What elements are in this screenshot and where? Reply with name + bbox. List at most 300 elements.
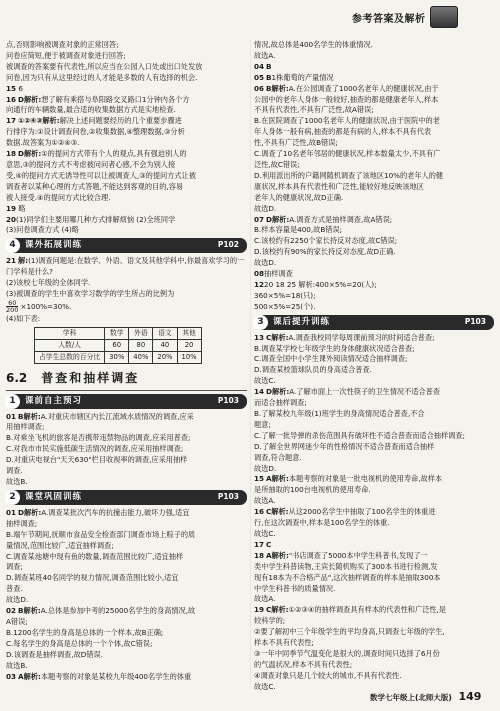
answer-line: [254, 51, 494, 62]
badge-number: 1: [5, 394, 20, 409]
answer-choice: B: [18, 606, 24, 616]
answer-line: [254, 333, 494, 344]
line-text: (3)被调查的学生中喜欢学习数学的学生所占的比例为: [6, 289, 175, 299]
analysis-label: 解析:: [271, 387, 290, 397]
page-number: 149: [458, 690, 482, 703]
answer-line: [254, 573, 494, 584]
answer-choice: C: [266, 539, 272, 549]
answer-line: [6, 541, 247, 552]
answer-line: [6, 278, 247, 289]
line-text: 故选C.: [254, 681, 276, 691]
answer-line: [6, 617, 247, 628]
answer-choice: B: [18, 411, 24, 421]
answer-line: [254, 73, 494, 84]
line-text: 向通行的车辆数量,最合适的收集数据方式是实地检查.: [6, 105, 176, 115]
analysis-label: 解析:: [23, 411, 41, 421]
table-cell: 30%: [105, 351, 129, 363]
answer-line: [254, 215, 494, 226]
answer-line: [6, 444, 247, 455]
answer-choice: B: [266, 72, 272, 82]
answer-line: [254, 594, 494, 605]
analysis-label: 解析:: [271, 474, 289, 484]
answer-line: [254, 280, 494, 291]
badge-title: 课外拓展训练: [25, 240, 83, 251]
answer-line: [254, 398, 494, 409]
question-number: 20: [6, 214, 17, 224]
line-text: 用抽样调查;: [6, 422, 45, 432]
answer-line: [254, 127, 494, 138]
badge-page-ref: P103: [464, 316, 486, 326]
line-text: 情况,故总体是400名学生的体重情况.: [254, 40, 373, 49]
answer-line: [254, 204, 494, 215]
line-text: 量情况,范围比较广,适宜抽样调查;: [6, 540, 114, 550]
question-number: 16: [6, 94, 17, 104]
answer-line: [6, 204, 247, 215]
analysis-label: 解析:: [23, 507, 42, 517]
line-text: 故选D.: [6, 595, 29, 605]
answer-line: [254, 551, 494, 562]
answer-line: [254, 562, 494, 573]
line-text: ②要了解初中三个年级学生的平均身高,只调查七年级的学生,: [254, 627, 445, 637]
line-text: 调查.: [6, 466, 23, 476]
analysis-label: 解析:: [271, 83, 289, 93]
line-text: ③一年中同季节气温变化是很大的,调查时间只选择了6月份: [254, 648, 440, 658]
answer-line: [254, 354, 494, 365]
analysis-label: 解析:: [271, 550, 289, 560]
answer-line: [254, 496, 494, 507]
line-text: ④调查对象只是几个较大的城市,不具有代表性.: [254, 670, 402, 680]
answer-choice: D: [18, 94, 24, 104]
answer-choice: B: [266, 83, 272, 93]
line-text: 较科学的;: [254, 616, 286, 626]
line-text: 中学生科普书的质量情况.: [254, 583, 336, 593]
line-text: C.该校约有2250个家长持反对态度,故C错误;: [254, 236, 398, 246]
answer-choice: A: [18, 671, 24, 681]
answer-line: [6, 595, 247, 606]
analysis-label: 解析:: [23, 149, 42, 159]
header-title: 参考答案及解析: [352, 13, 426, 25]
answer-line: [6, 672, 247, 683]
line-text: 抽样调查;: [6, 518, 38, 528]
table-cell: 40%: [129, 351, 153, 363]
line-text: ×100%=30%.: [20, 301, 72, 311]
answer-choice: B: [266, 61, 272, 71]
table-header-cell: 其他: [177, 327, 201, 339]
answer-line: [254, 485, 494, 496]
answer-line: [6, 149, 247, 160]
answer-line: [254, 84, 494, 95]
answer-line: [254, 474, 494, 485]
analysis-label: 解析:: [271, 507, 289, 517]
answer-line: [254, 616, 494, 627]
answer-line: [6, 182, 247, 193]
question-number: 01: [6, 411, 17, 421]
question-number: 12: [254, 279, 265, 289]
section-name: 普查和抽样调查: [41, 371, 140, 386]
answer-line: [254, 660, 494, 671]
analysis-label: 解析:: [23, 94, 42, 104]
answer-line: [254, 540, 494, 551]
answer-choice: C: [266, 605, 272, 615]
answer-line: [254, 269, 494, 280]
line-text: D.对重庆电视台"天天630"栏目收视率的调查,应采用抽样: [6, 455, 188, 465]
answer-line: [254, 182, 494, 193]
line-text: A错误;: [6, 616, 28, 626]
answer-line: [254, 291, 494, 302]
line-text: A.调查我校同学每周课前预习的时间适合普查;: [288, 332, 435, 342]
line-text: 故选D.: [254, 258, 277, 268]
line-text: 受,④的提问方式无诱导性可以让被调查人,③的提问方式让被: [6, 170, 196, 180]
line-text: 本题考察的对象是一批电视机的使用寿命,故样本: [288, 474, 443, 484]
badge-title: 课堂巩固训练: [25, 491, 83, 502]
line-text: 抽样调查: [264, 269, 293, 279]
line-text: 故选A.: [254, 594, 276, 604]
line-text: 故选D.: [254, 203, 277, 213]
badge-number: 3: [253, 315, 268, 330]
line-text: D.该调查是抽样调查,故D错误.: [6, 649, 103, 659]
line-text: B.1200名学生的身高是总体的一个样本,故B正确;: [6, 627, 164, 637]
answer-line: [254, 105, 494, 116]
line-text: A.总体是参加中考的25000名学生的身高情况,故: [40, 606, 196, 616]
question-number: 17: [6, 116, 17, 126]
answer-line: [254, 365, 494, 376]
line-text: C.调查某池塘中现有鱼的数量,调查范围比较广,适宜抽样: [6, 551, 184, 561]
line-text: 调查;: [6, 562, 23, 572]
line-text: B.样本容量是400,故B错误;: [254, 225, 343, 235]
line-text: (3)问卷调查方式 (4)略: [6, 225, 79, 235]
line-text: 故选A.: [254, 496, 276, 506]
question-number: 19: [254, 605, 265, 615]
line-text: 类中学生科普读物,王宾长随机购买了300本书进行检测,发: [254, 561, 438, 571]
question-number: 17: [254, 539, 265, 549]
table-cell: 10%: [177, 351, 201, 363]
answer-line: [254, 627, 494, 638]
line-text: C.调查全国中小学生课外阅读情况适合抽样调查;: [254, 354, 408, 364]
line-text: 行排序为:①设计调查问卷,②收集数据,④整理数据,③分析: [6, 127, 185, 137]
line-text: 而适合抽样调查;: [254, 398, 307, 408]
answer-line: [254, 605, 494, 616]
line-text: 故选D.: [254, 463, 277, 473]
line-text: D.调查某班40名同学的视力情况,调查范围比较小,适宜: [6, 573, 179, 583]
line-text: 6: [18, 83, 23, 93]
line-text: 是所抽取的100台电视机的使用寿命.: [254, 485, 371, 495]
section-badge: [254, 315, 494, 330]
statistics-table: [34, 327, 202, 364]
analysis-label: 解析:: [23, 671, 41, 681]
line-text: 不具有代表性,不具有广泛性,故A错误;: [254, 105, 374, 115]
answer-line: [6, 314, 247, 325]
footer-book-title: 数学七年级上(北师大版): [370, 693, 452, 702]
line-text: 现有18本为不合格产品",这次抽样调查的样本是抽取300本: [254, 572, 441, 582]
badge-page-ref: P102: [217, 240, 239, 250]
line-text: 题意;: [254, 419, 271, 429]
answer-line: [6, 225, 247, 236]
line-text: D.该校约有90%的家长持反对态度,故D正确.: [254, 247, 396, 257]
line-text: 从这2000名学生中抽取了100名学生的体重进: [288, 507, 436, 517]
line-text: 想了解有乘搭与阜阳路交叉路口1分钟内各个方: [41, 94, 190, 104]
answer-line: [254, 464, 494, 475]
answer-line: [6, 628, 247, 639]
table-cell: 占学生总数的百分比: [35, 351, 105, 363]
answer-line: [254, 62, 494, 73]
question-number: 18: [6, 149, 17, 159]
answer-line: [6, 433, 247, 444]
question-number: 19: [6, 203, 17, 213]
line-text: 年人身体一般有病,抽查的都是有病的人,样本不具有代表: [254, 127, 432, 137]
fraction-line: [6, 300, 247, 314]
line-text: ①②③④的抽样调查具有样本的代表性和广泛性,是: [288, 605, 446, 615]
line-text: 故选A.: [254, 50, 276, 60]
answer-line: [254, 376, 494, 387]
table-row: [35, 351, 202, 363]
answer-line: [254, 225, 494, 236]
section-badge: [6, 238, 247, 253]
line-text: D.调查某校篮球队员的身高适合普查.: [254, 365, 372, 375]
line-text: 调查,符合题意.: [254, 452, 302, 462]
line-text: 公园中的老年人身体一般较好,抽查的都是健康老年人,样本: [254, 94, 439, 104]
analysis-label: 解析:: [23, 606, 41, 616]
answer-line: 问卷,因为只有从这里经过的人才能是多数的人有选择的机会.: [6, 72, 198, 82]
answer-line: [6, 193, 247, 204]
badge-number: 4: [5, 238, 20, 253]
line-text: "书店调查了5000本中学生科普书,发现了一: [288, 550, 428, 560]
question-number: 07: [254, 214, 265, 224]
left-column: [6, 40, 247, 682]
answer-line: [6, 573, 247, 584]
answer-line: [254, 247, 494, 258]
answer-line: [254, 638, 494, 649]
answer-line: [254, 442, 494, 453]
question-number: 14: [254, 387, 265, 397]
line-text: (1)调查问题是:在数学、外语、语文及其他学科中,你最喜欢学习的一: [28, 256, 245, 266]
answer-line: [254, 193, 494, 204]
book-icon: [430, 6, 458, 28]
answer-line: [6, 639, 247, 650]
answer-line: [6, 661, 247, 672]
question-number: 08: [254, 269, 265, 279]
question-number: 15: [6, 83, 17, 93]
answer-line: [6, 650, 247, 661]
answer-line: [254, 160, 494, 171]
table-cell: 60: [105, 339, 129, 351]
line-text: A.在公园调查了1000名老年人的健康状况,由于: [288, 83, 439, 93]
fraction-numerator: 60: [6, 300, 18, 308]
section-badge: [6, 394, 247, 409]
line-text: 样本不具有代表性;: [254, 638, 314, 648]
line-text: 1株葡萄的产量情况: [271, 72, 334, 82]
answer-line: [254, 420, 494, 431]
answer-line: [254, 453, 494, 464]
line-text: A.调查某批次汽车的抗撞击能力,破坏力强,适宜: [41, 507, 190, 517]
table-header-cell: 语文: [153, 327, 177, 339]
question-number: 13: [254, 332, 265, 342]
answer-line: [254, 171, 494, 182]
section-number: 6.2: [6, 371, 28, 386]
line-text: 意思,③的提问方式不考虑被问问者心感,不会为别人接: [6, 159, 176, 169]
line-text: 360×5%=18(只);: [254, 290, 316, 300]
question-number: 05: [254, 72, 265, 82]
question-number: 01: [6, 507, 17, 517]
answer-line: [6, 455, 247, 466]
answer-line: [6, 171, 247, 182]
table-header-cell: 数学: [105, 327, 129, 339]
line-text: (1)同学们主要用哪几种方式排解烦恼 (2)全班同学: [16, 214, 176, 224]
answer-line: [254, 409, 494, 420]
answer-choice: D: [18, 507, 24, 517]
line-text: 被人接受.④的提问方式比较合理.: [6, 192, 111, 202]
answer-line: [6, 508, 247, 519]
question-number: 02: [6, 606, 17, 616]
answer-choice: A: [266, 550, 272, 560]
answer-line: [254, 258, 494, 269]
answer-line: [6, 105, 247, 116]
answer-choice: ①②④③: [18, 116, 43, 126]
line-text: 性,不具有广泛性,故B错误;: [254, 138, 338, 148]
answer-line: [6, 256, 247, 267]
answer-line: [6, 412, 247, 423]
table-cell: 40: [153, 339, 177, 351]
line-text: 故选C.: [254, 376, 276, 386]
answer-choice: D: [266, 387, 272, 397]
answer-line: [6, 584, 247, 595]
answer-line: [254, 138, 494, 149]
question-number: 03: [6, 671, 17, 681]
answer-line: [6, 466, 247, 477]
badge-title: 课前自主预习: [25, 395, 83, 406]
analysis-label: 解析:: [42, 116, 60, 126]
line-text: 解决上述问题要经历的几个重要步骤进: [59, 116, 182, 126]
answer-line: [254, 344, 494, 355]
line-text: 的气温状况,样本不具有代表性;: [254, 659, 353, 669]
line-text: C.每名学生的身高是总体的一个个体,故C错误;: [6, 638, 153, 648]
line-text: A.了解市面上一次性筷子的卫生情况不适合普查: [289, 387, 441, 397]
answer-line: 点,否则影响被调查对象的正常回答;: [6, 40, 119, 49]
line-text: A.调查方式是抽样调查,故A错误;: [289, 214, 393, 224]
line-text: C.调查了10名老年邻居的健康状况,样本数量太少,不具有广: [254, 149, 441, 159]
answer-line: [6, 552, 247, 563]
line-text: 故选B.: [6, 660, 28, 670]
line-text: 普查.: [6, 584, 23, 594]
line-text: 略: [18, 203, 26, 213]
answer-line: [6, 606, 247, 617]
question-number: 15: [254, 474, 265, 484]
answer-line: 被调查的答案要有代表性,所以应当在公园入口处或出口处发放: [6, 61, 203, 71]
answer-line: [254, 236, 494, 247]
line-text: 本题考察的对象是某校九年级400名学生的体重: [40, 671, 192, 681]
answer-line: [6, 422, 247, 433]
answer-line: [6, 95, 247, 106]
answer-choice: A: [266, 474, 272, 484]
answer-line: [254, 302, 494, 313]
answer-line: [6, 562, 247, 573]
line-text: C.对我市市民实施低碳生活情况的调查,应采用抽样调查;: [6, 444, 184, 454]
line-text: 老年人的健康状况,故D正确.: [254, 192, 344, 202]
answer-line: [254, 149, 494, 160]
analysis-label: 解析:: [271, 332, 289, 342]
line-text: D.了解全世界网迷少年的性格情况不适合普查而适合抽样: [254, 441, 435, 451]
answer-line: [6, 215, 247, 226]
table-cell: 人数/人: [35, 339, 105, 351]
line-text: 调查者以某种心理的方式答题,不能达到客观的目的,容易: [6, 181, 184, 191]
table-header-cell: 学科: [35, 327, 105, 339]
page-footer: [370, 690, 481, 703]
answer-line: [254, 116, 494, 127]
table-cell: 20%: [153, 351, 177, 363]
question-number: 06: [254, 83, 265, 93]
answer-line: [254, 387, 494, 398]
question-number: 04: [254, 61, 265, 71]
page-header: [352, 3, 495, 31]
question-number: 16: [254, 507, 265, 517]
question-number: 18: [254, 550, 265, 560]
line-text: B.端午节期间,抚顺市食品安全检查部门调查市场上粽子的质: [6, 529, 196, 539]
answer-line: [254, 671, 494, 682]
answer-line: [254, 431, 494, 442]
table-header-cell: 外语: [129, 327, 153, 339]
answer-line: [6, 267, 247, 278]
fraction: [6, 300, 18, 314]
answer-line: [6, 127, 247, 138]
line-text: D.利用派出所的户籍网随机调查了该地区10%的老年人的健: [254, 170, 444, 180]
answer-line: [6, 289, 247, 300]
answer-line: [254, 40, 494, 51]
section-badge: [6, 490, 247, 505]
answer-line: [6, 477, 247, 488]
answer-line: [254, 95, 494, 106]
right-column: [254, 40, 494, 693]
line-text: 故选C.: [254, 528, 276, 538]
badge-number: 2: [5, 490, 20, 505]
line-text: B.了解某校九年级(1)班学生的身高情况适合普查,不合: [254, 409, 425, 418]
line-text: B.对乘坐飞机的旅客是否携带违禁物品的调查,应采用普查;: [6, 433, 191, 443]
badge-page-ref: P103: [217, 395, 239, 405]
line-text: 行,在这次调查中,样本是100名学生的体重.: [254, 518, 390, 528]
answer-line: [254, 584, 494, 595]
line-text: 500×5%=25(个).: [254, 301, 316, 311]
answer-choice: 解:: [18, 256, 29, 266]
answer-line: [254, 518, 494, 529]
section-title: [6, 368, 247, 391]
badge-title: 课后提升训练: [273, 316, 331, 327]
table-cell: 20: [177, 339, 201, 351]
answer-line: [6, 84, 247, 95]
line-text: 20 18 25 解析:400×5%=20(人);: [264, 279, 377, 289]
answer-choice: C: [266, 507, 272, 517]
answer-line: [6, 138, 247, 149]
answer-line: [254, 529, 494, 540]
answer-choice: D: [18, 149, 24, 159]
line-text: (2)该校七年级的全体同学.: [6, 278, 91, 288]
answer-choice: C: [266, 332, 272, 342]
line-text: 门学科是什么?: [6, 267, 53, 277]
line-text: B.调查某学校七年级学生的身体健康状况适合普查;: [254, 343, 415, 353]
answer-line: 问卷应简短,便于被调查对象进行回答;: [6, 50, 126, 60]
line-text: 泛性,故C错误;: [254, 159, 300, 169]
analysis-label: 解析:: [271, 214, 290, 224]
line-text: 故选B.: [6, 477, 28, 486]
table-cell: 80: [129, 339, 153, 351]
line-text: 数据.故答案为①②④③.: [6, 138, 80, 148]
answer-line: [6, 519, 247, 530]
badge-page-ref: P103: [217, 491, 239, 501]
table-row: [35, 339, 202, 351]
line-text: B.在医院调查了1000名老年人的健康状况,由于医院中的老: [254, 116, 440, 126]
question-number: 21: [6, 256, 17, 266]
answer-line: [6, 530, 247, 541]
answer-line: [254, 649, 494, 660]
fraction-denominator: 200: [6, 306, 19, 314]
line-text: ①的提问方式带有个人的观点,具有强迫别人的: [41, 149, 187, 159]
